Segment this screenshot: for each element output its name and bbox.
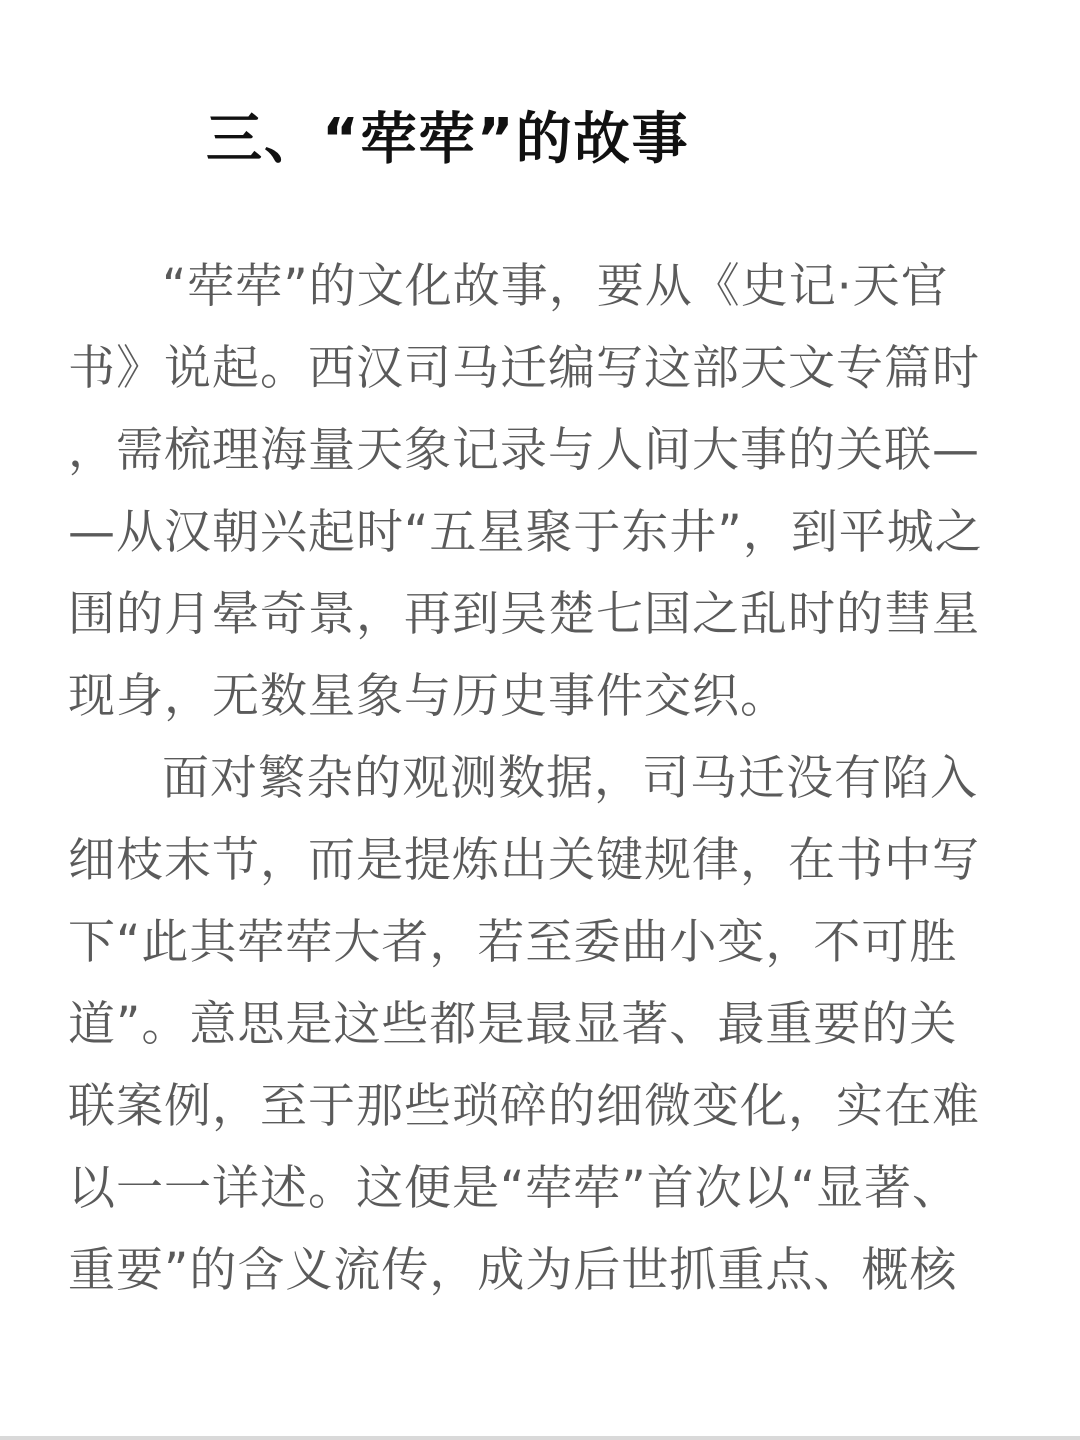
bottom-divider <box>0 1436 1080 1440</box>
article-body <box>68 246 990 1312</box>
paragraph-2: 面对繁杂的观测数据，司马迁没有陷入细枝末节，而是提炼出关键规律，在书中写下“此其荦荦大者，若至委曲小变，不可胜道”。意思是这些都是最显著、最重要的关联案例，至于那些琐碎的细微变化，实在难以一一详述。这便是“荦荦”首次以“显著、重要”的含义流传，成为后世抓重点、概核 <box>68 751 980 1298</box>
section-title: 三、“荦荦”的故事 <box>206 107 690 172</box>
paragraph-1: “荦荦”的文化故事，要从《史记·天官书》说起。西汉司马迁编写这部天文专篇时，需梳理海量天象记录与人间大事的关联——从汉朝兴起时“五星聚于东井”，到平城之围的月晕奇景，再到吴楚七国之乱时的彗星现身，无数星象与历史事件交织。 <box>68 259 983 724</box>
